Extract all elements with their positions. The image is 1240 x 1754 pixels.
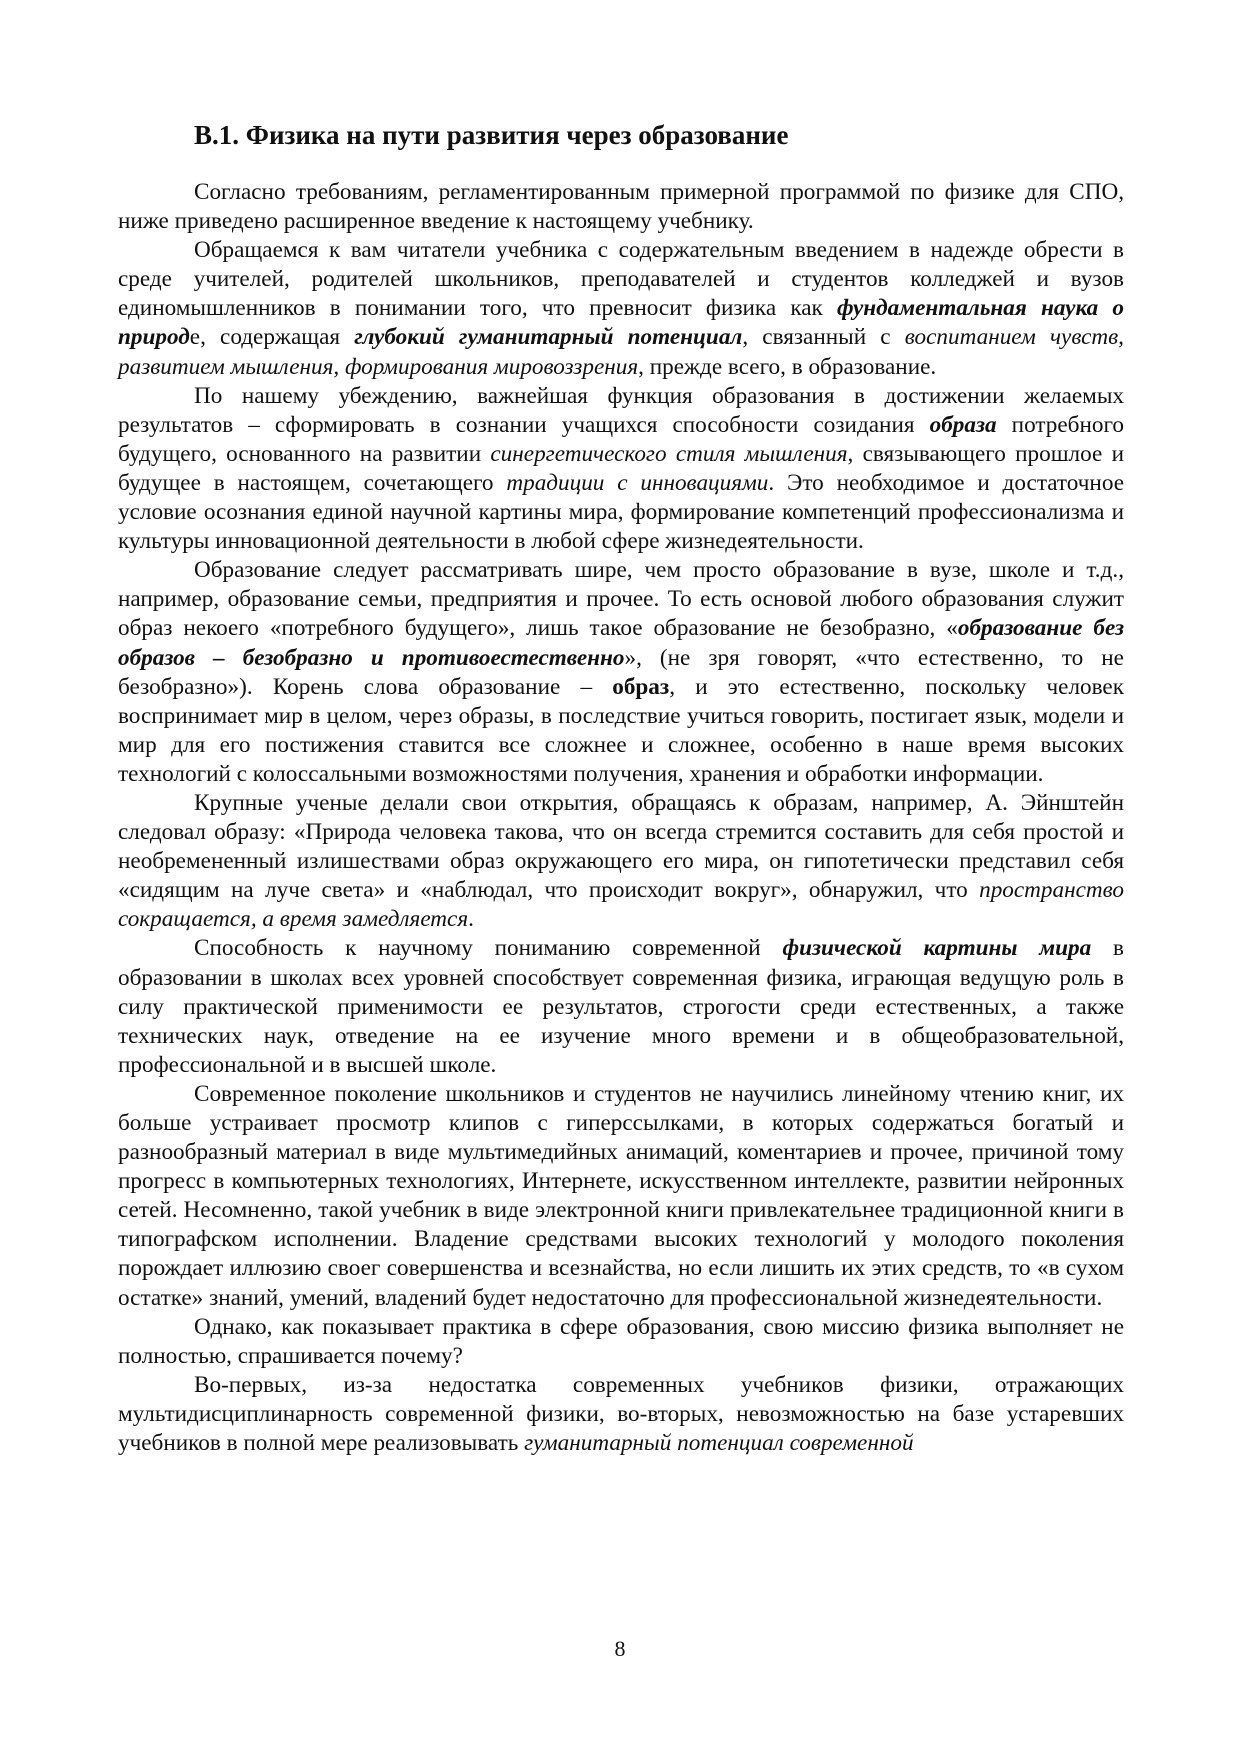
text-run: , связанный с: [742, 324, 905, 351]
paragraph: [118, 789, 1124, 934]
text-run: , и это естественно, поскольку человек воспринимает мир в целом, через образы, в последствие учиться говорить, постигает язык, модели и мир для его постижения ставится все сложнее и сложнее, особенно в наше время высоких технологий с колоссальными возможностями получения, хранения и обработки информации.: [118, 673, 1124, 787]
text-run: потребного будущего, основанного на развитии: [118, 411, 1124, 467]
text-run: Современное поколение школьников и студентов не научились линейному чтению книг, их больше устраивает просмотр клипов с гиперссылками, в которых содержаться богатый и разнообразный материал в виде мультимедийных анимаций, коментариев и прочее, причиной тому прогресс в компьютерных технологиях, Интернете, искусственном интеллекте, развитии нейронных сетей. Несомненно, такой учебник в виде электронной книги привлекательнее традиционной книги в типографском исполнении. Владение средствами высоких технологий у молодого поколения порождает иллюзию своег совершенства и всезнайства, но если лишить их этих средств, то «в сухом остатке» знаний, умений, владений будет недостаточно для профессиональной жизнедеятельности.: [118, 1080, 1124, 1311]
emphasized-text: традиции с инновациями: [506, 469, 769, 496]
emphasized-text: фундаментальная наука о природ: [118, 295, 1125, 351]
emphasized-text: воспитанием чувств, развитием мышления, формирования мировоззрения: [118, 324, 1124, 380]
paragraph: [118, 1371, 1124, 1458]
text-run: Крупные ученые делали свои открытия, обращаясь к образам, например, А. Эйнштейн следовал образу: «Природа человека такова, что он всегда стремится составить для себя простой и необремененный излишествами образ окружающего его мира, он гипотетически представил себя «сидящим на луче света» и «наблюдал, что происходит вокруг», обнаружил, что: [118, 789, 1124, 904]
text-run: », (не зря говорят, «что естественно, то не безобразно»). Корень слова образование –: [118, 644, 1124, 700]
emphasized-text: образ: [612, 673, 670, 700]
text-run: в образовании в школах всех уровней способствует современная физика, играющая ведущую роль в силу практической применимости ее результатов, строгости среди естественных, а также технических наук, отведение на ее изучение много времени и в общеобразовательной, профессиональной и в высшей школе.: [118, 935, 1124, 1078]
text-run: Образование следует рассматривать шире, чем просто образование в вузе, школе и т.д., например, образование семьи, предприятия и прочее. То есть основой любого образования служит образ некоего «потребного будущего», лишь такое образование не безобразно, «: [118, 557, 1124, 642]
body-text: [118, 178, 1124, 1458]
emphasized-text: образование без образов – безобразно и противоестественно: [118, 615, 1124, 671]
paragraph: [118, 1313, 1124, 1371]
paragraph: [118, 236, 1124, 381]
text-run: Во-первых, из-за недостатка современных учебников физики, отражающих мультидисциплинарность современной физики, во-вторых, невозможностью на базе устаревших учебников в полной мере реализовывать: [118, 1371, 1124, 1457]
text-run: Согласно требованиям, регламентированным примерной программой по физике для СПО, ниже приведено расширенное введение к настоящему учебнику.: [118, 179, 1124, 235]
text-run: , прежде всего, в образование.: [638, 353, 937, 380]
text-run: Способность к научному пониманию современной: [194, 935, 783, 962]
section-heading: В.1. Физика на пути развития через образование: [194, 120, 789, 150]
emphasized-text: пространство сокращается, а время замедляется: [118, 877, 1124, 933]
text-run: е, содержащая: [189, 324, 355, 351]
emphasized-text: глубокий гуманитарный потенциал: [354, 324, 743, 351]
emphasized-text: физической картины мира: [782, 935, 1092, 962]
paragraph: [118, 1080, 1124, 1313]
page-number: 8: [614, 1636, 626, 1661]
emphasized-text: образа: [929, 411, 997, 438]
text-run: .: [468, 906, 474, 933]
paragraph: [118, 178, 1124, 236]
text-run: , связывающего прошлое и будущее в настоящем, сочетающего: [118, 440, 1124, 496]
text-run: По нашему убеждению, важнейшая функция образования в достижении желаемых результатов – сформировать в сознании учащихся способности созидания: [118, 382, 1124, 438]
text-run: . Это необходимое и достаточное условие осознания единой научной картины мира, формирование компетенций профессионализма и культуры инновационной деятельности в любой сфере жизнедеятельности.: [118, 469, 1124, 555]
emphasized-text: синергетического стиля мышления: [490, 440, 848, 467]
emphasized-text: гуманитарный потенциал современной: [524, 1430, 914, 1457]
paragraph: [118, 556, 1124, 789]
paragraph: [118, 934, 1124, 1079]
text-run: Обращаемся к вам читатели учебника с содержательным введением в надежде обрести в среде учителей, родителей школьников, преподавателей и студентов колледжей и вузов единомышленников в понимании того, что превносит физика как: [118, 237, 1124, 322]
paragraph: [118, 382, 1124, 557]
text-run: Однако, как показывает практика в сфере образования, свою миссию физика выполняет не полностью, спрашивается почему?: [118, 1313, 1124, 1369]
